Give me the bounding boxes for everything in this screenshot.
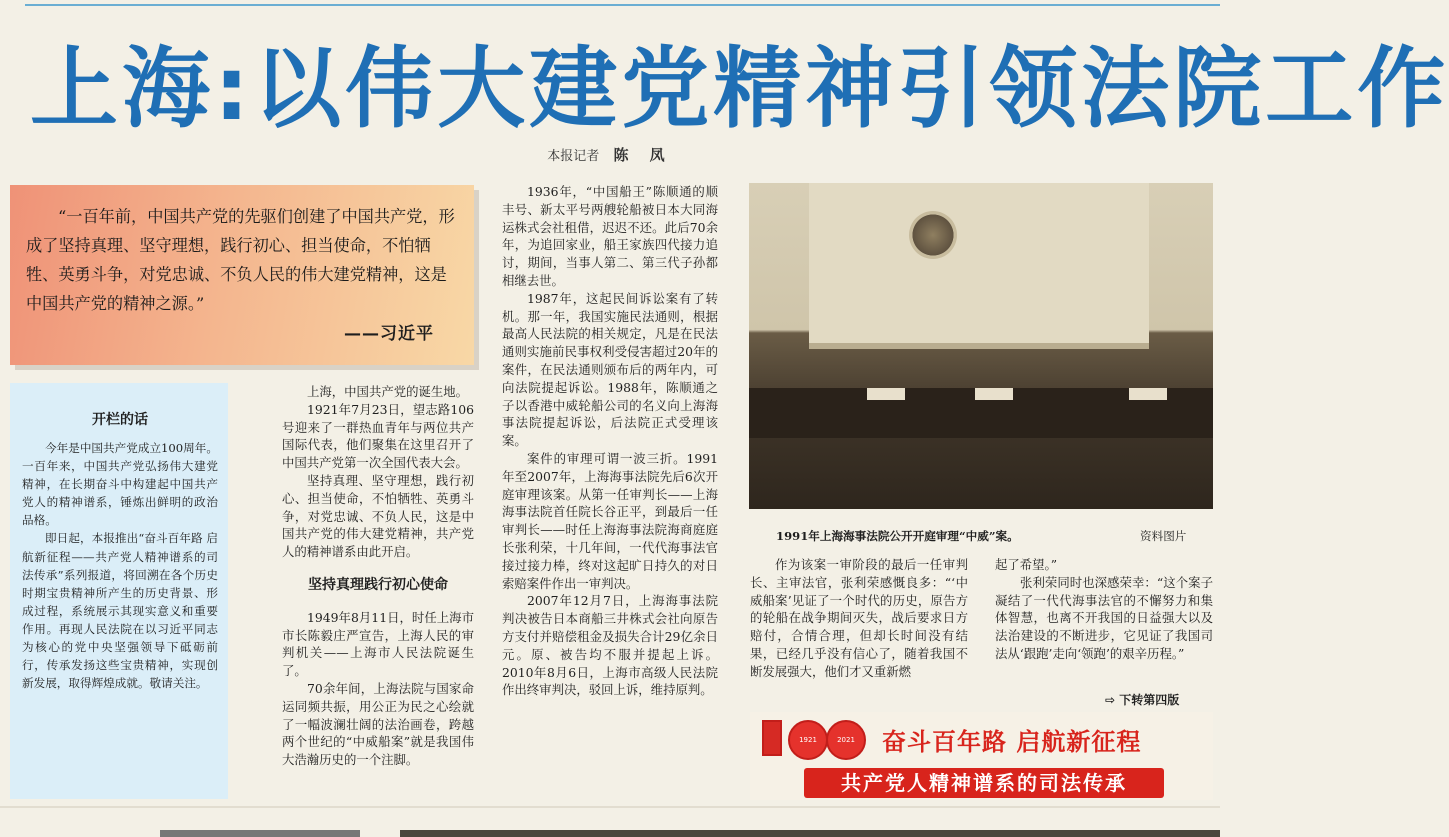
- photo-caption: 1991年上海海事法院公开开庭审理“中威”案。: [776, 529, 1019, 543]
- paragraph: 坚持真理、坚守理想，践行初心、担当使命，不怕牺牲、英勇斗争，对党忠诚、不负人民，这是中国共产党的伟大建党精神，共产党人的精神谱系由此开启。: [282, 472, 474, 560]
- banner-ribbon: 共产党人精神谱系的司法传承: [804, 768, 1164, 798]
- byline-author: 陈 凤: [613, 146, 673, 164]
- headline: 上海:以伟大建党精神引领法院工作: [30, 37, 1449, 140]
- section-subhead: 坚持真理践行初心使命: [308, 576, 448, 593]
- paragraph: 1987年，这起民间诉讼案有了转机。那一年，我国实施民法通则，根据最高人民法院的相关规定，凡是在民法通则实施前民事权利受侵害超过20年的案件，在民法通则颁布后的两年内，可向法院提起诉讼。1988年，陈顺通之子以香港中威轮船公司的名义向上海海事法院提起诉讼，后法院正式受理该案。: [502, 290, 718, 449]
- article-column-2: [282, 383, 474, 769]
- series-banner: [750, 712, 1213, 800]
- paragraph: 1921年7月23日，望志路106号迎来了一群热血青年与两位共产国际代表，他们聚集在这里召开了中国共产党第一次全国代表大会。: [282, 401, 474, 471]
- photo-credit: 资料图片: [1140, 529, 1187, 543]
- nameplate: [1129, 388, 1167, 400]
- quote-box: [10, 185, 474, 365]
- editor-note: [10, 383, 228, 799]
- article-column-5: [995, 556, 1213, 663]
- courtroom-wall: [809, 183, 1149, 349]
- top-rule: [25, 4, 1220, 6]
- centenary-badge-icon: [758, 720, 872, 756]
- article-column-3: [502, 183, 718, 699]
- nameplate: [867, 388, 905, 400]
- continued-link[interactable]: ⇨ 下转第四版: [1105, 693, 1180, 707]
- paragraph: 1949年8月11日，时任上海市市长陈毅庄严宣告，上海人民的审判机关——上海市人民法院诞生了。: [282, 609, 474, 679]
- nameplate: [975, 388, 1013, 400]
- paragraph: 70余年间，上海法院与国家命运同频共振，用公正为民之心绘就了一幅波澜壮阔的法治画卷，跨越两个世纪的“中威船案”就是我国伟大浩瀚历史的一个注脚。: [282, 680, 474, 768]
- badge-circle: [826, 720, 866, 760]
- paragraph: 作为该案一审阶段的最后一任审判长、主审法官，张利荣感慨良多：“‘中威船案’见证了一个时代的历史，原告方的轮船在战争期间灭失，战后要求日方赔付，合情合理，但却长时间没有结果，已经几乎没有信心了，随着我国不断发展强大，他们才又重新燃: [750, 557, 968, 679]
- paragraph: 张利荣同时也深感荣幸：“这个案子凝结了一代代海事法官的不懈努力和集体智慧，也离不开我国的日益强大以及法治建设的不断进步，它见证了我国司法从‘跟跑’走向‘领跑’的艰辛历程。”: [995, 574, 1213, 661]
- paragraph: 1936年，“中国船王”陈顺通的顺丰号、新太平号两艘轮船被日本大同海运株式会社租借，迟迟不还。此后70余年，为追回家业，船王家族四代接力追讨，期间，当事人第二、第三代子孙都相继去世。: [502, 184, 718, 288]
- badge-one: [762, 720, 782, 756]
- badge-year: 1921: [799, 736, 817, 744]
- editor-note-paragraph: 今年是中国共产党成立100周年。一百年来，中国共产党弘扬伟大建党精神，在长期奋斗中构建起中国共产党人的精神谱系，锤炼出鲜明的政治品格。: [22, 441, 218, 528]
- byline-label: 本报记者: [547, 149, 600, 164]
- badge-circle: [788, 720, 828, 760]
- paragraph: 案件的审理可谓一波三折。1991年至2007年，上海海事法院先后6次开庭审理该案。从第一任审判长——上海海事法院首任院长谷正平，到最后一任审判长——时任上海海事法院海商庭庭长张利荣，十几年间，一代代海事法官接过接力棒，终对这起旷日持久的对日索赔案件作出一审判决。: [502, 450, 718, 591]
- courtroom-photo: [749, 183, 1213, 509]
- article-column-4: [750, 556, 968, 681]
- editor-note-paragraph: 即日起，本报推出“奋斗百年路 启航新征程——共产党人精神谱系的司法传承”系列报道，将回溯在各个历史时期宝贵精神所产生的历史背景、形成过程，系统展示其现实意义和重要作用。再现人民法院在以习近平同志为核心的党中央坚强领导下砥砺前行，传承发扬这些宝贵精神，实现创新发展，取得辉煌成就。敬请关注。: [22, 531, 218, 691]
- editor-note-title: 开栏的话: [92, 412, 148, 428]
- paragraph: 2007年12月7日，上海海事法院判决被告日本商船三井株式会社向原告方支付并赔偿租金及损失合计29亿余日元。原、被告均不服并提起上诉。2010年8月6日，上海市高级人民法院作出终审判决，驳回上诉，维持原判。: [502, 593, 718, 698]
- national-emblem-icon: [909, 211, 957, 259]
- quote-attribution: ——习近平: [344, 324, 434, 344]
- bottom-rule: [0, 806, 1220, 808]
- banner-slogan: 奋斗百年路 启航新征程: [882, 728, 1142, 756]
- quote-text: “一百年前，中国共产党的先驱们创建了中国共产党，形成了坚持真理、坚守理想，践行初心、担当使命，不怕牺牲、英勇斗争，对党忠诚、不负人民的伟大建党精神，这是中国共产党的精神之源。”: [26, 207, 455, 313]
- byline: [0, 144, 1220, 165]
- next-article-image-edge: [400, 830, 1220, 837]
- paragraph: 起了希望。”: [995, 557, 1058, 572]
- paragraph: 上海，中国共产党的诞生地。: [307, 384, 469, 399]
- badge-year: 2021: [837, 736, 855, 744]
- next-article-text-edge: [160, 830, 360, 837]
